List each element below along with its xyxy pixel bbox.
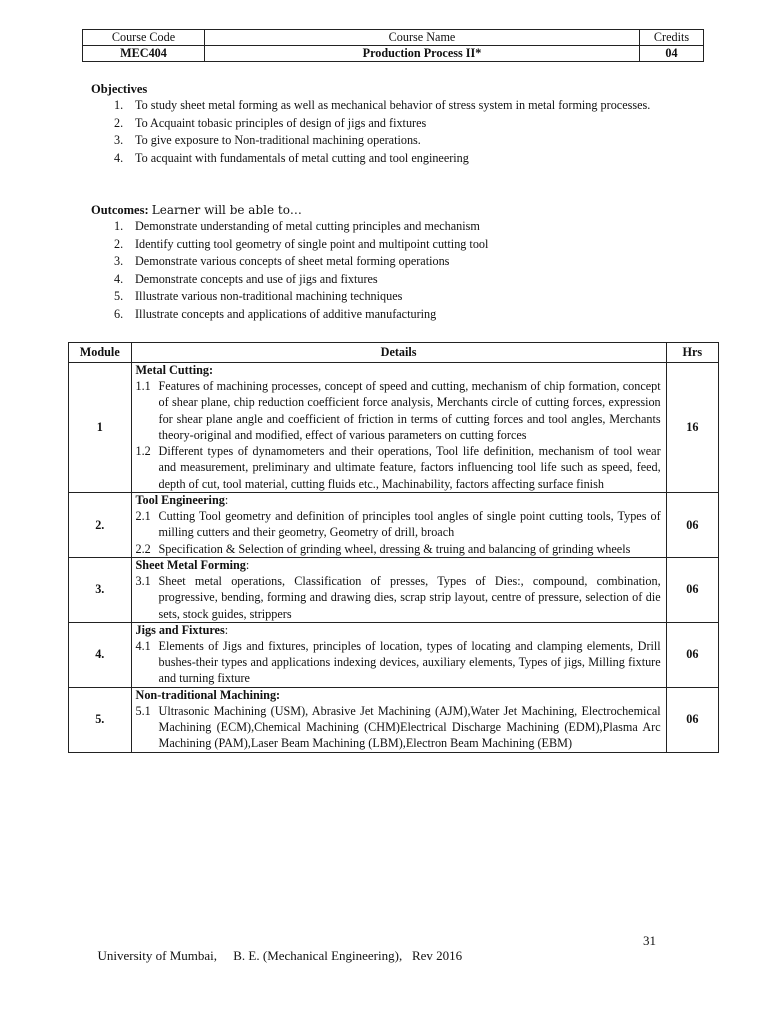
module-row <box>69 622 719 687</box>
module-title-suffix: : <box>224 493 229 508</box>
objectives-item-text: To Acquaint tobasic principles of design of jigs and fixtures <box>135 115 427 130</box>
module-hours: 06 <box>666 687 718 752</box>
module-title-text: Non-traditional Machining: <box>135 687 281 702</box>
hrs-column-header: Hrs <box>666 343 718 363</box>
module-details <box>131 493 666 558</box>
outcomes-item-text: Illustrate concepts and applications of additive manufacturing <box>135 306 437 321</box>
module-topic-text: Elements of Jigs and fixtures, principles of location, types of locating and clamping elements, Drill bushes-their types and applications indexing devices, auxiliary elements, Types of jigs, Milling fixture and turning fixture <box>158 638 661 686</box>
footer-text: University of Mumbai, B. E. (Mechanical Engineering), Rev 2016 <box>97 948 463 963</box>
outcomes-item <box>91 307 691 322</box>
outcomes-item-text: Demonstrate understanding of metal cutting principles and mechanism <box>135 219 480 233</box>
module-details <box>131 557 666 622</box>
modules-table <box>68 342 719 753</box>
objectives-item <box>91 133 691 148</box>
module-hours: 06 <box>666 622 718 687</box>
course-code-value: MEC404 <box>83 46 205 62</box>
module-number: 2. <box>69 493 132 558</box>
module-topic <box>136 703 661 752</box>
outcomes-item-number: 6. <box>114 306 124 321</box>
module-row <box>69 493 719 558</box>
outcomes-item <box>91 254 691 269</box>
objectives-section <box>91 82 691 168</box>
module-topic <box>136 638 661 687</box>
outcomes-item <box>91 219 691 234</box>
modules-table-header <box>69 343 719 363</box>
module-title <box>136 363 661 378</box>
details-column-header: Details <box>131 343 666 363</box>
objectives-item <box>91 116 691 131</box>
module-hours: 06 <box>666 557 718 622</box>
module-topic-number: 5.1 <box>135 703 151 718</box>
course-name-value: Production Process II* <box>205 46 640 62</box>
course-name-label: Course Name <box>205 30 640 46</box>
module-topic <box>136 378 661 443</box>
module-column-header: Module <box>69 343 132 363</box>
module-topic-text: Features of machining processes, concept of speed and cutting, mechanism of chip formation, concept of shear plane, chip reduction coefficient force analysis, Merchants circle of cutting forces, expression for shear plane angle and coefficient of friction in terms of cutting forces and tool angles, Merchants theory-original and modified, effect of various parameters on cutting forces <box>158 379 661 442</box>
module-hours: 06 <box>666 493 718 558</box>
objectives-item-number: 3. <box>114 133 124 148</box>
course-code-label: Course Code <box>83 30 205 46</box>
module-title-suffix: : <box>224 622 229 637</box>
outcomes-item-text: Illustrate various non-traditional machining techniques <box>135 289 403 304</box>
module-row <box>69 557 719 622</box>
course-header-label-row <box>83 30 704 46</box>
outcomes-item <box>91 289 691 304</box>
module-topic-number: 2.1 <box>135 509 151 524</box>
module-details <box>131 687 666 752</box>
module-title <box>136 558 661 573</box>
module-row <box>69 363 719 493</box>
module-title-text: Sheet Metal Forming <box>135 557 246 572</box>
course-header-value-row <box>83 46 704 62</box>
objectives-item-text: To give exposure to Non-traditional machining operations. <box>135 133 421 148</box>
objectives-title: Objectives <box>91 82 148 96</box>
module-topic-text: Cutting Tool geometry and definition of principles tool angles of single point cutting tools, Types of milling cutters and their geometry, Geometry of drill, broach <box>158 509 661 540</box>
outcomes-item <box>91 237 691 252</box>
outcomes-item-number: 2. <box>114 236 124 251</box>
objectives-item-number: 2. <box>114 115 124 130</box>
module-topic <box>136 443 661 492</box>
objectives-item-number: 1. <box>114 98 124 112</box>
outcomes-list <box>91 219 691 322</box>
module-topic-text: Specification & Selection of grinding wheel, dressing & truing and balancing of grinding wheels <box>158 541 631 556</box>
module-topic-number: 2.2 <box>135 541 151 556</box>
module-topic-text: Ultrasonic Machining (USM), Abrasive Jet Machining (AJM),Water Jet Machining, Electrochemical Machining (ECM),Chemical Machining (CHM)Electrical Discharge Machining (EDM),Plasma Arc Machining (PAM),Laser Beam Machining (LBM),Electron Beam Machining (EBM) <box>158 703 661 751</box>
module-topic-number: 3.1 <box>135 573 151 588</box>
outcomes-item-number: 5. <box>114 289 124 304</box>
page-number: 31 <box>643 933 656 948</box>
module-number: 3. <box>69 557 132 622</box>
module-topic <box>136 541 661 557</box>
module-title-text: Tool Engineering <box>135 493 225 508</box>
module-title <box>136 623 661 638</box>
module-title <box>136 493 661 508</box>
course-header-table <box>82 29 704 62</box>
module-number: 4. <box>69 622 132 687</box>
objectives-list <box>91 98 691 166</box>
outcomes-section <box>91 203 691 325</box>
module-title <box>136 688 661 703</box>
module-details <box>131 363 666 493</box>
module-title-text: Jigs and Fixtures <box>135 622 225 637</box>
module-topic-number: 1.2 <box>135 444 151 459</box>
outcomes-item-text: Identify cutting tool geometry of single point and multipoint cutting tool <box>135 236 489 251</box>
outcomes-item-text: Demonstrate various concepts of sheet metal forming operations <box>135 254 450 269</box>
objectives-item-number: 4. <box>114 150 124 165</box>
module-hours: 16 <box>666 363 718 493</box>
outcomes-item-text: Demonstrate concepts and use of jigs and fixtures <box>135 271 378 286</box>
module-details <box>131 622 666 687</box>
module-topic-text: Different types of dynamometers and their operations, Tool life definition, mechanism of tool wear and measurement, preliminary and ultimate feature, factors influencing tool life such as speed, feed, depth of cut, tool material, cutting fluids etc., Machinability, factors affecting surface finish <box>158 444 661 491</box>
outcomes-item <box>91 272 691 287</box>
outcomes-title: Outcomes: <box>91 203 149 217</box>
module-topic <box>136 573 661 622</box>
module-number: 1 <box>69 363 132 493</box>
module-title-text: Metal Cutting: <box>135 363 214 377</box>
module-topic-number: 4.1 <box>135 638 151 653</box>
module-topic-number: 1.1 <box>135 379 151 393</box>
page-footer <box>91 933 671 978</box>
objectives-item <box>91 98 691 113</box>
credits-value: 04 <box>640 46 704 62</box>
outcomes-item-number: 3. <box>114 254 124 269</box>
modules-table-body <box>69 363 719 753</box>
outcomes-heading <box>91 203 691 218</box>
module-number: 5. <box>69 687 132 752</box>
outcomes-item-number: 4. <box>114 271 124 286</box>
module-topic <box>136 508 661 541</box>
outcomes-intro: Learner will be able to… <box>151 203 302 217</box>
module-row <box>69 687 719 752</box>
module-topic-text: Sheet metal operations, Classification of presses, Types of Dies:, compound, combination, progressive, bending, forming and drawing dies, scrap strip layout, centre of pressure, selection of die sets, stock guides, strippers <box>158 573 661 621</box>
credits-label: Credits <box>640 30 704 46</box>
module-title-suffix: : <box>245 557 250 572</box>
outcomes-item-number: 1. <box>114 219 124 233</box>
objectives-item <box>91 151 691 166</box>
objectives-item-text: To acquaint with fundamentals of metal cutting and tool engineering <box>135 150 469 165</box>
objectives-item-text: To study sheet metal forming as well as mechanical behavior of stress system in metal forming processes. <box>135 98 651 112</box>
